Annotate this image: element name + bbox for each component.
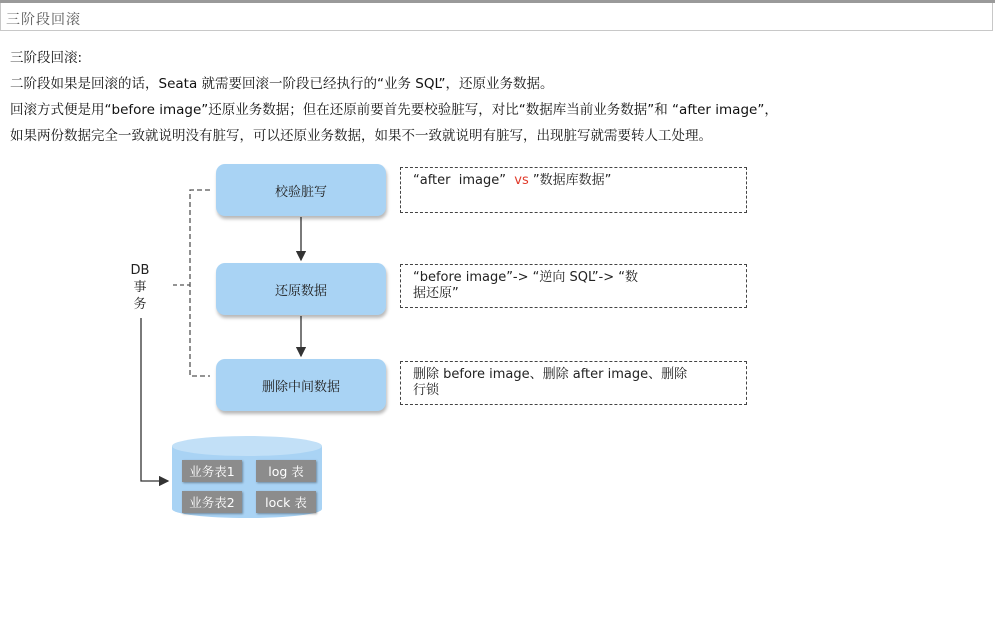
note1-post: ”数据库数据” — [528, 173, 612, 188]
note-restore — [400, 264, 747, 308]
note3-line2: 行锁 — [413, 383, 440, 398]
table-tag-lock: lock 表 — [256, 491, 316, 513]
note2-line1: “before image”-> “逆向 SQL”-> “数 — [413, 270, 639, 285]
note3-line1: 删除 before image、删除 after image、删除 — [413, 367, 688, 382]
table-tag-log: log 表 — [256, 460, 316, 482]
step-restore-data: 还原数据 — [216, 263, 386, 315]
db-label-line: DB — [130, 263, 150, 278]
arrow-db-to-database — [141, 318, 168, 481]
note-delete — [400, 361, 747, 405]
db-label-line: 务 — [133, 297, 147, 312]
bracket-line — [190, 190, 210, 376]
step-delete-intermediate-data: 删除中间数据 — [216, 359, 386, 411]
note1-vs: vs — [514, 173, 529, 188]
note-verify — [400, 167, 747, 213]
paragraph-line-1: 二阶段如果是回滚的话，Seata 就需要回滚一阶段已经执行的“业务 SQL”，还原业务数据。 — [10, 76, 554, 92]
paragraph-line-3: 如果两份数据完全一致就说明没有脏写，可以还原业务数据，如果不一致就说明有脏写，出现脏写就需要转人工处理。 — [10, 128, 712, 144]
table-tag-business1: 业务表1 — [182, 460, 242, 482]
section-heading: 三阶段回滚: — [10, 50, 83, 66]
database-cylinder-top — [172, 436, 322, 456]
note2-line2: 据还原” — [413, 286, 459, 301]
table-tag-business2: 业务表2 — [182, 491, 242, 513]
note1-pre: “after image” — [413, 173, 515, 188]
step-verify-dirty-write: 校验脏写 — [216, 164, 386, 216]
db-label-line: 事 — [133, 280, 147, 295]
page-title: 三阶段回滚 — [6, 12, 81, 28]
paragraph-line-2: 回滚方式便是用“before image”还原业务数据；但在还原前要首先要校验脏写，对比“数据库当前业务数据”和 “after image”， — [10, 102, 778, 118]
db-transaction-label — [126, 262, 154, 313]
